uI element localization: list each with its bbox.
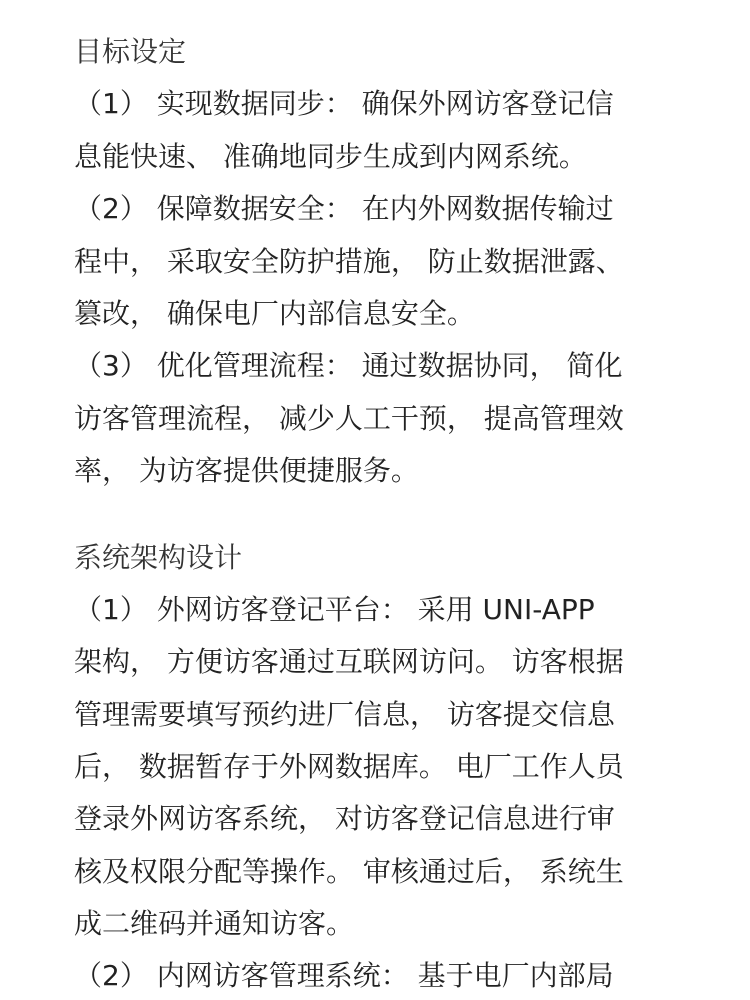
paragraph-line: 登录外网访客系统， 对访客登记信息进行审 <box>74 802 615 835</box>
paragraph-line: 程中， 采取安全防护措施， 防止数据泄露、 <box>74 245 624 278</box>
paragraph-line: 核及权限分配等操作。 审核通过后， 系统生 <box>74 855 624 888</box>
paragraph-line: 息能快速、 准确地同步生成到内网系统。 <box>74 140 587 173</box>
paragraph-line: 管理需要填写预约进厂信息， 访客提交信息 <box>74 698 615 731</box>
paragraph-line: 成二维码并通知访客。 <box>74 907 355 940</box>
paragraph-line: （3） 优化管理流程： 通过数据协同， 简化 <box>74 349 623 382</box>
paragraph-line: 后， 数据暂存于外网数据库。 电厂工作人员 <box>74 750 624 783</box>
paragraph-line: 访客管理流程， 减少人工干预， 提高管理效 <box>74 402 624 435</box>
paragraph-line: （2） 内网访客管理系统： 基于电厂内部局 <box>74 959 614 992</box>
paragraph-line: （2） 保障数据安全： 在内外网数据传输过 <box>74 192 614 225</box>
paragraph-line: 篡改， 确保电厂内部信息安全。 <box>74 297 475 330</box>
section-heading-architecture: 系统架构设计 <box>74 541 243 574</box>
paragraph-line: 架构， 方便访客通过互联网访问。 访客根据 <box>74 645 624 678</box>
section-heading-goals: 目标设定 <box>74 35 187 68</box>
paragraph-line: （1） 外网访客登记平台： 采用 UNI-APP <box>74 593 595 626</box>
paragraph-line: 率， 为访客提供便捷服务。 <box>74 454 419 487</box>
paragraph-line: （1） 实现数据同步： 确保外网访客登记信 <box>74 87 614 120</box>
